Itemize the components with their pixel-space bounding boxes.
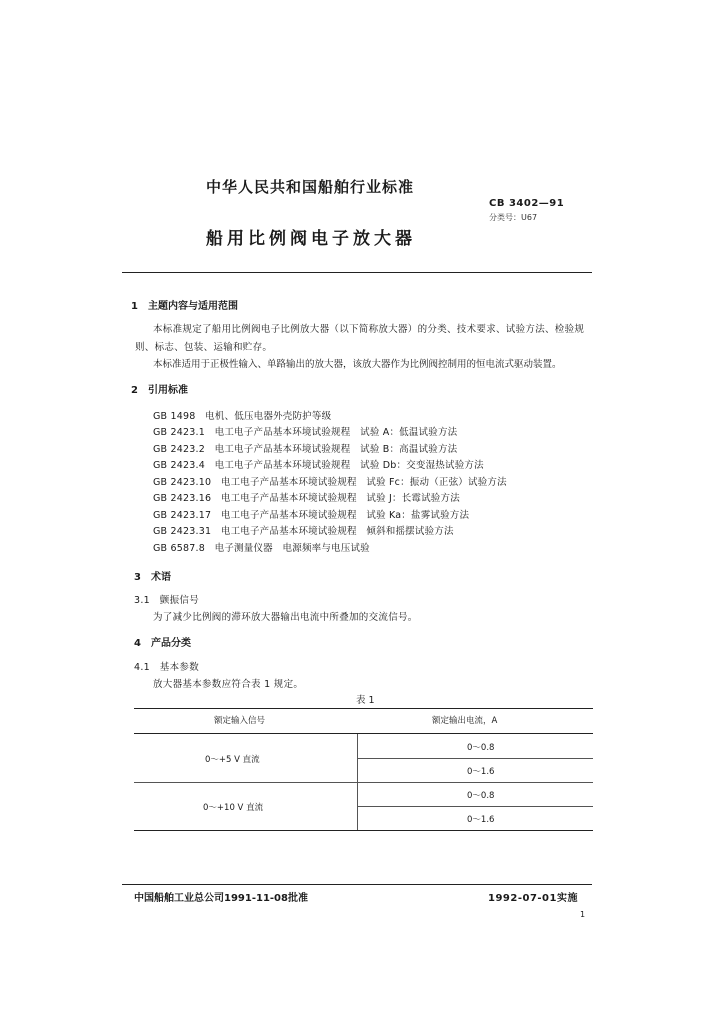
table-row-1-output-2: 0～1.6: [467, 767, 495, 777]
section-3-heading: 3 术语: [134, 572, 171, 583]
table-header-input: 额定输入信号: [214, 716, 266, 726]
table-caption: 表 1: [356, 695, 375, 706]
reference-item: GB 2423.17 电工电子产品基本环境试验规程 试验 Ka：盐雾试验方法: [153, 510, 470, 521]
reference-item: GB 2423.31 电工电子产品基本环境试验规程 倾斜和摇摆试验方法: [153, 526, 454, 537]
section-1-paragraph-2: 本标准适用于正极性输入、单路输出的放大器，该放大器作为比例阀控制用的恒电流式驱动装置。: [153, 359, 562, 370]
table-row-rule: [134, 782, 593, 783]
section-1-paragraph-1b: 则、标志、包装、运输和贮存。: [135, 342, 273, 353]
section-2-heading: 2 引用标准: [131, 385, 188, 396]
page-number: 1: [580, 910, 586, 919]
section-1-heading: 1 主题内容与适用范围: [131, 301, 238, 312]
section-4-1-heading: 4.1 基本参数: [134, 662, 200, 673]
footer-divider: [122, 884, 592, 885]
reference-item: GB 2423.2 电工电子产品基本环境试验规程 试验 B：高温试验方法: [153, 444, 458, 455]
table-row-1-output-1: 0～0.8: [467, 743, 495, 753]
section-3-1-text: 为了减少比例阀的滞环放大器输出电流中所叠加的交流信号。: [153, 612, 418, 623]
document-title: 船用比例阀电子放大器: [206, 229, 416, 249]
org-title: 中华人民共和国船舶行业标准: [206, 178, 415, 196]
reference-item: GB 2423.4 电工电子产品基本环境试验规程 试验 Db：交变湿热试验方法: [153, 460, 484, 471]
implementation-text: 1992-07-01实施: [488, 893, 578, 904]
table-row-2-output-1: 0～0.8: [467, 791, 495, 801]
reference-item: GB 2423.10 电工电子产品基本环境试验规程 试验 Fc：振动（正弦）试验方法: [153, 477, 507, 488]
table-header-output: 额定输出电流，A: [432, 716, 498, 726]
table-row-2-input: 0～+10 V 直流: [203, 803, 264, 813]
section-3-1-heading: 3.1 颤振信号: [134, 595, 200, 606]
reference-item: GB 2423.16 电工电子产品基本环境试验规程 试验 J：长霉试验方法: [153, 493, 460, 504]
standard-number: CB 3402—91: [489, 198, 565, 209]
approval-text: 中国船舶工业总公司1991-11-08批准: [134, 893, 308, 904]
table-row-2-output-2: 0～1.6: [467, 815, 495, 825]
header-divider: [122, 272, 592, 273]
section-1-paragraph-1a: 本标准规定了船用比例阀电子比例放大器（以下简称放大器）的分类、技术要求、试验方法、检验规: [153, 324, 585, 335]
table-bottom-rule: [134, 830, 593, 831]
reference-item: GB 1498 电机、低压电器外壳防护等级: [153, 411, 332, 422]
table-row-1-input: 0～+5 V 直流: [205, 755, 260, 765]
section-4-heading: 4 产品分类: [134, 638, 191, 649]
table-sub-rule: [358, 758, 593, 759]
classification-number: 分类号：U67: [489, 213, 538, 222]
table-sub-rule: [358, 806, 593, 807]
section-4-1-text: 放大器基本参数应符合表 1 规定。: [153, 679, 304, 690]
table-header-rule: [134, 733, 593, 734]
reference-item: GB 6587.8 电子测量仪器 电源频率与电压试验: [153, 543, 370, 554]
reference-item: GB 2423.1 电工电子产品基本环境试验规程 试验 A：低温试验方法: [153, 427, 458, 438]
table-top-rule: [134, 708, 593, 709]
